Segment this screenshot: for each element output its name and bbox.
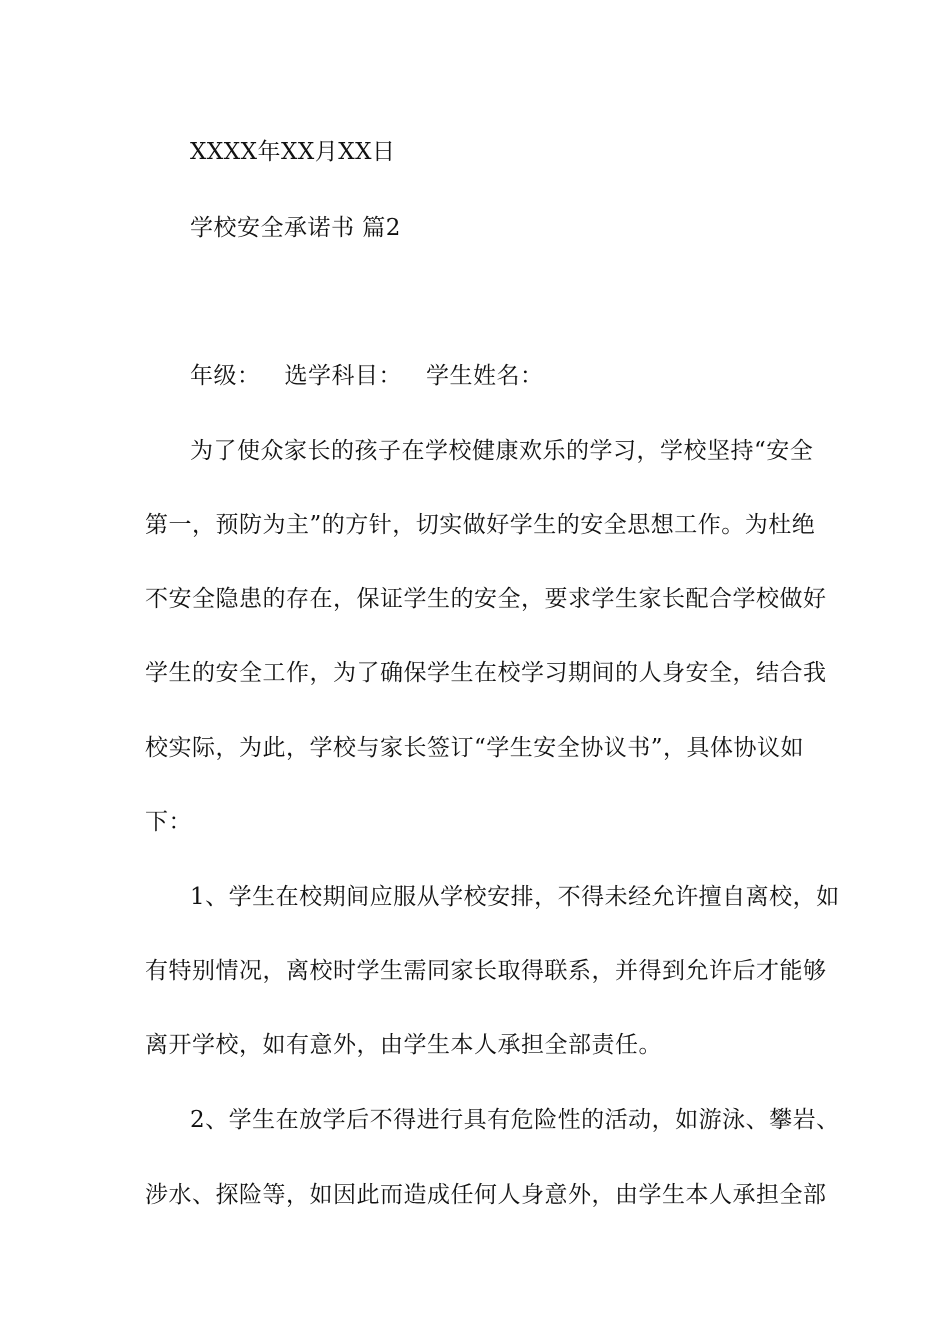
paragraph-line: 不安全隐患的存在，保证学生的安全，要求学生家长配合学校做好 [145, 586, 827, 612]
paragraph-line: 第一，预防为主”的方针，切实做好学生的安全思想工作。为杜绝 [145, 512, 816, 538]
student-name-field-label: 学生姓名： [426, 363, 544, 389]
paragraph-line: 涉水、探险等，如因此而造成任何人身意外，由学生本人承担全部 [145, 1182, 827, 1208]
date-line: XXXX年XX月XX日 [190, 139, 396, 165]
paragraph-line: 离开学校，如有意外，由学生本人承担全部责任。 [145, 1032, 662, 1058]
paragraph-line: 1、学生在校期间应服从学校安排，不得未经允许擅自离校，如 [190, 884, 840, 910]
paragraph-line: 下： [145, 809, 192, 835]
paragraph-line: 2、学生在放学后不得进行具有危险性的活动，如游泳、攀岩、 [190, 1107, 840, 1133]
paragraph-line: 学生的安全工作，为了确保学生在校学习期间的人身安全，结合我 [145, 660, 827, 686]
document-title: 学校安全承诺书 篇2 [190, 215, 401, 241]
paragraph-line: 为了使众家长的孩子在学校健康欢乐的学习，学校坚持“安全 [190, 438, 814, 464]
paragraph-line: 校实际，为此，学校与家长签订“学生安全协议书”，具体协议如 [145, 735, 805, 761]
subject-field-label: 选学科目： [284, 363, 402, 389]
form-fields-line [190, 362, 544, 390]
grade-field-label: 年级： [190, 363, 261, 389]
paragraph-line: 有特别情况，离校时学生需同家长取得联系，并得到允许后才能够 [145, 958, 827, 984]
